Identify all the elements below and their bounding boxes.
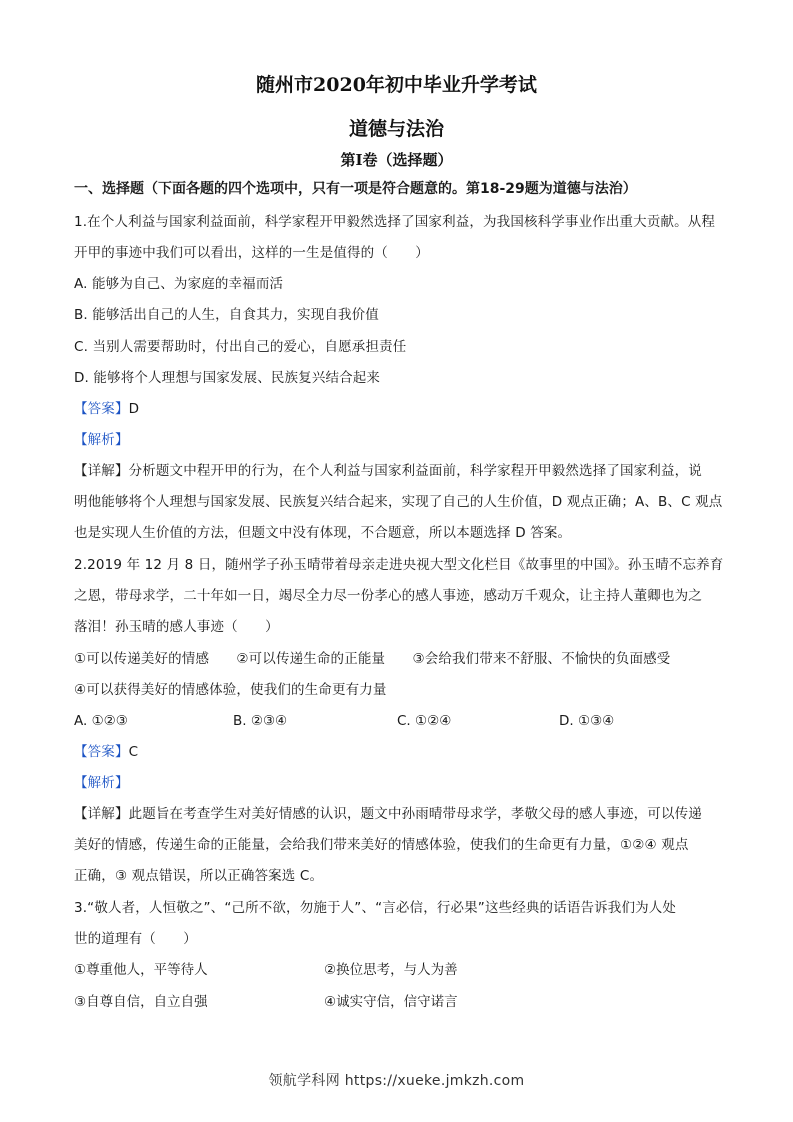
q1-option-a: A. 能够为自己、为家庭的幸福而活: [74, 276, 284, 292]
analysis-tag: 【解析】: [74, 432, 129, 448]
analysis-tag: 【解析】: [74, 775, 129, 791]
q2-stem-line-2: 之恩，带母求学，二十年如一日，竭尽全力尽一份孝心的感人事迹，感动万千观众，让主持人董卿也为之: [74, 588, 702, 604]
q1-option-d: D. 能够将个人理想与国家发展、民族复兴结合起来: [74, 370, 381, 386]
q1-answer-value: D: [128, 401, 140, 417]
q3-stem-line-1: 3.“敬人者，人恒敬之”、“己所不欲，勿施于人”、“言必信，行必果”这些经典的话语告诉我们为人处: [74, 900, 677, 916]
q1-detail-line-3: 也是实现人生价值的方法，但题文中没有体现，不合题意，所以本题选择 D 答案。: [74, 525, 572, 541]
q1-answer: [74, 399, 724, 419]
q1-option-b: B. 能够活出自己的人生，自食其力，实现自我价值: [74, 307, 379, 323]
q2-answer: [74, 742, 724, 762]
q2-statements-line-1: ①可以传递美好的情感 ②可以传递生命的正能量 ③会给我们带来不舒服、不愉快的负面感受: [74, 651, 671, 667]
answer-tag: 【答案】: [74, 401, 129, 417]
q1-detail-text-1: 分析题文中程开甲的行为，在个人利益与国家利益面前，科学家程开甲毅然选择了国家利益，说: [128, 463, 702, 479]
page-footer: 领航学科网 https://xueke.jmkzh.com: [268, 1073, 525, 1089]
q3-statement-1: ①尊重他人，平等待人: [74, 962, 208, 978]
q2-option-a: A. ①②③: [74, 713, 128, 729]
section-heading: 一、选择题（下面各题的四个选项中，只有一项是符合题意的。第18-29题为道德与法治）: [74, 181, 637, 197]
q3-statement-4: ④诚实守信，信守诺言: [324, 994, 458, 1010]
subject-title: 道德与法治: [348, 118, 444, 140]
q3-statement-2: ②换位思考，与人为善: [324, 962, 458, 978]
exam-title: 随州市2020年初中毕业升学考试: [256, 74, 537, 96]
q3-stem-line-2: 世的道理有（ ）: [74, 931, 197, 947]
q2-answer-value: C: [128, 744, 139, 760]
q1-stem-line-1: 1.在个人利益与国家利益面前，科学家程开甲毅然选择了国家利益，为我国核科学事业作出重大贡献。从程: [74, 214, 716, 230]
q1-analysis: [74, 430, 724, 450]
q1-detail-line-2: 明他能够将个人理想与国家发展、民族复兴结合起来，实现了自己的人生价值，D 观点正确；A、B、C 观点: [74, 494, 723, 510]
q1-stem-line-2: 开甲的事迹中我们可以看出，这样的一生是值得的（ ）: [74, 245, 429, 261]
q3-statement-3: ③自尊自信，自立自强: [74, 994, 208, 1010]
q1-detail-line-1: [74, 461, 724, 481]
detail-tag: 【详解】: [74, 463, 129, 479]
q1-option-c: C. 当别人需要帮助时，付出自己的爱心，自愿承担责任: [74, 339, 407, 355]
q2-detail-line-1: [74, 804, 724, 824]
q2-detail-line-3: 正确，③ 观点错误，所以正确答案选 C。: [74, 868, 324, 884]
q2-stem-line-1: 2.2019 年 12 月 8 日，随州学子孙玉晴带着母亲走进央视大型文化栏目《故事里的中国》。孙玉晴不忘养育: [74, 557, 724, 573]
q2-stem-line-3: 落泪！孙玉晴的感人事迹（ ）: [74, 619, 279, 635]
answer-tag: 【答案】: [74, 744, 129, 760]
detail-tag: 【详解】: [74, 806, 129, 822]
part-title: 第Ⅰ卷（选择题）: [340, 151, 453, 169]
q2-analysis: [74, 773, 724, 793]
q2-option-c: C. ①②④: [397, 713, 452, 729]
q2-option-d: D. ①③④: [559, 713, 615, 729]
q2-statements-line-2: ④可以获得美好的情感体验，使我们的生命更有力量: [74, 682, 387, 698]
q2-option-b: B. ②③④: [233, 713, 288, 729]
q2-detail-text-1: 此题旨在考查学生对美好情感的认识，题文中孙雨晴带母求学，孝敬父母的感人事迹，可以传递: [128, 806, 702, 822]
q2-detail-line-2: 美好的情感，传递生命的正能量，会给我们带来美好的情感体验，使我们的生命更有力量，①②④ 观点: [74, 837, 689, 853]
